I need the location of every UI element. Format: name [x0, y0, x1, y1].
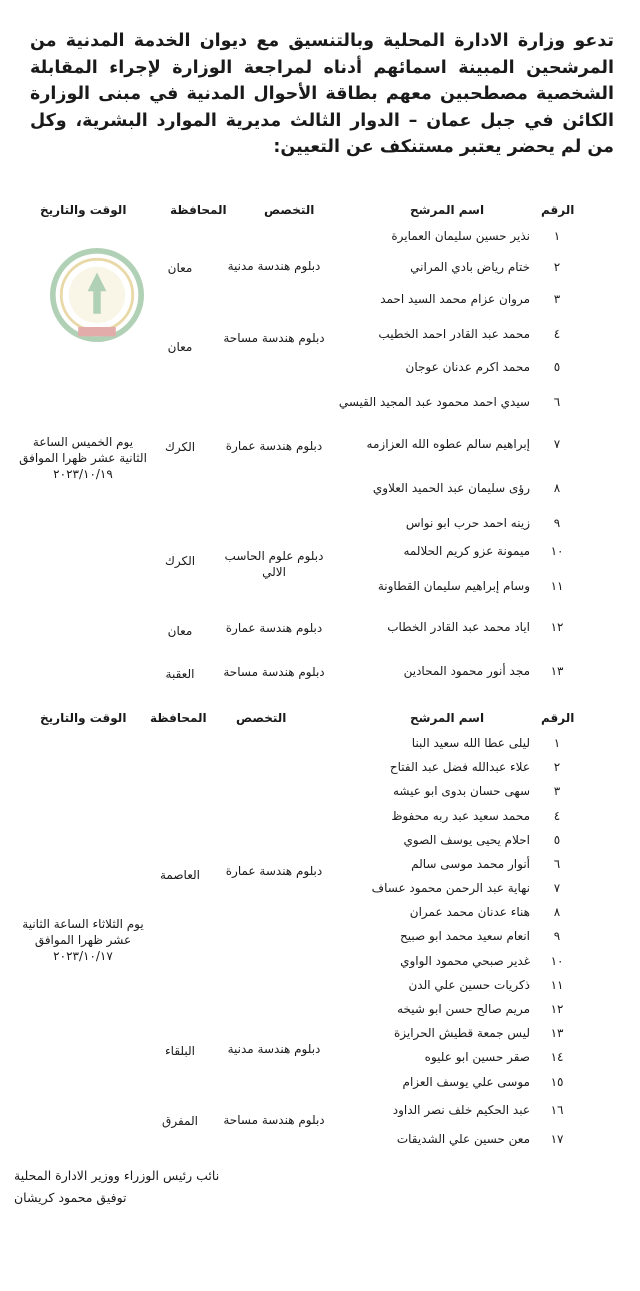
candidate-name: عبد الحكيم خلف نصر الداود [392, 1103, 530, 1117]
header-datetime: الوقت والتاريخ [40, 203, 127, 217]
candidate-name: علاء عبدالله فضل عبد الفتاح [389, 760, 530, 774]
row-number: ٩ [553, 516, 561, 530]
row-number: ١٠ [550, 954, 564, 968]
row-number: ١٣ [550, 664, 564, 678]
specialization: دبلوم هندسة مساحة [223, 1113, 325, 1127]
row-number: ٩ [553, 929, 561, 943]
row-number: ٢ [553, 260, 561, 274]
specialization: دبلوم هندسة مدنية [227, 259, 321, 273]
row-number: ١١ [550, 579, 564, 593]
row-number: ٧ [553, 881, 561, 895]
specialization: دبلوم هندسة مدنية [227, 1042, 321, 1056]
candidate-name: هناء عدنان محمد عمران [409, 905, 530, 919]
candidate-name: غدير صبحي محمود الواوي [400, 954, 530, 968]
civil-service-bureau-seal-icon [50, 248, 144, 342]
row-number: ٨ [553, 481, 561, 495]
specialization: دبلوم هندسة مساحة [223, 331, 325, 345]
candidate-name: مجد أنور محمود المحادين [403, 664, 530, 678]
header-num: الرقم [541, 203, 575, 217]
governorate: المفرق [162, 1114, 198, 1128]
header-datetime: الوقت والتاريخ [40, 711, 127, 725]
candidate-name: ذكريات حسين علي الدن [408, 978, 530, 992]
candidate-name: محمد عبد القادر احمد الخطيب [378, 327, 530, 341]
candidate-name: وسام إبراهيم سليمان القطاونة [377, 579, 530, 593]
header-spec: التخصص [264, 203, 315, 217]
governorate: العاصمة [160, 868, 200, 882]
candidate-name: ليس جمعة قطيش الحرايزة [393, 1026, 530, 1040]
interview-datetime: يوم الخميس الساعة الثانية عشر ظهرا الموافق ٢٠٢٣/١٠/١٩ [19, 435, 147, 481]
candidate-name: مريم صالح حسن ابو شيخه [397, 1002, 530, 1016]
governorate: الكرك [164, 554, 196, 568]
governorate: معان [167, 261, 193, 275]
candidate-name: سيدي احمد محمود عبد المجيد القيسي [338, 395, 530, 409]
row-number: ١٠ [550, 544, 564, 558]
row-number: ١٢ [550, 1002, 564, 1016]
header-name: اسم المرشح [410, 711, 485, 725]
signature-title: نائب رئيس الوزراء ووزير الادارة المحلية [14, 1168, 220, 1183]
candidate-name: زينه احمد حرب ابو نواس [405, 516, 530, 530]
row-number: ٥ [553, 360, 561, 374]
row-number: ٧ [553, 437, 561, 451]
governorate: معان [167, 340, 193, 354]
header-gov: المحافظة [150, 711, 207, 725]
intro-paragraph: تدعو وزارة الادارة المحلية وبالتنسيق مع ديوان الخدمة المدنية من المرشحين المبينة اسمائهم أدناه لمراجعة الوزارة لإجراء المقابلة الشخصية مصطحبين معهم بطاقة الأحوال المدنية في مبنى الوزارة الكائن في جبل عمان – الدوار الثالث مديرية الموارد البشرية، وكل من لم يحضر يعتبر مستنكف عن التعيين: [30, 31, 614, 158]
row-number: ٦ [553, 857, 561, 871]
candidate-name: احلام يحيى يوسف الصوي [403, 833, 530, 847]
signature-name: توفيق محمود كريشان [14, 1190, 127, 1205]
row-number: ١٢ [550, 620, 564, 634]
row-number: ١ [553, 229, 561, 243]
specialization: دبلوم هندسة عمارة [225, 439, 323, 453]
candidate-name: صقر حسين ابو عليوه [424, 1050, 530, 1064]
row-number: ١٣ [550, 1026, 564, 1040]
row-number: ٦ [553, 395, 561, 409]
row-number: ٢ [553, 760, 561, 774]
candidate-name: نهاية عبد الرحمن محمود عساف [371, 881, 530, 895]
row-number: ١١ [550, 978, 564, 992]
row-number: ٥ [553, 833, 561, 847]
governorate: معان [167, 624, 193, 638]
signature-block [14, 1165, 334, 1209]
row-number: ١٧ [550, 1132, 564, 1146]
candidate-name: أنوار محمد موسى سالم [411, 857, 530, 871]
header-gov: المحافظة [170, 203, 227, 217]
candidate-name: سهى حسان بدوى ابو عيشه [392, 784, 530, 798]
candidate-name: ميمونة عزو كريم الحلالمه [403, 544, 530, 558]
specialization: دبلوم علوم الحاسب الالي [224, 549, 324, 579]
specialization: دبلوم هندسة عمارة [225, 864, 323, 878]
header-name: اسم المرشح [410, 203, 485, 217]
header-num: الرقم [541, 711, 575, 725]
candidate-name: ختام رياض بادي المراني [410, 260, 530, 274]
row-number: ٤ [553, 809, 561, 823]
governorate: العقبة [165, 667, 195, 681]
row-number: ١٥ [550, 1075, 564, 1089]
candidate-name: محمد سعيد عبد ربه محفوظ [391, 809, 530, 823]
candidate-name: محمد اكرم عدنان عوجان [405, 360, 530, 374]
row-number: ١٤ [550, 1050, 564, 1064]
specialization: دبلوم هندسة مساحة [223, 665, 325, 679]
candidate-name: موسى علي يوسف العزام [402, 1075, 530, 1089]
specialization: دبلوم هندسة عمارة [225, 621, 323, 635]
candidate-name: إبراهيم سالم عطوه الله العزازمه [366, 437, 530, 451]
candidate-name: مروان عزام محمد السيد احمد [380, 292, 530, 306]
row-number: ٤ [553, 327, 561, 341]
row-number: ٣ [553, 292, 561, 306]
candidate-name: انعام سعيد محمد ابو صبيح [399, 929, 530, 943]
candidate-name: نذير حسين سليمان العمايرة [391, 229, 530, 243]
row-number: ١٦ [550, 1103, 564, 1117]
header-spec: التخصص [236, 711, 287, 725]
candidate-name: اياد محمد عبد القادر الخطاب [387, 620, 530, 634]
candidate-name: معن حسين علي الشديقات [396, 1132, 530, 1146]
candidate-name: رؤى سليمان عبد الحميد العلاوي [372, 481, 530, 495]
governorate: البلقاء [165, 1044, 195, 1058]
interview-datetime: يوم الثلاثاء الساعة الثانية عشر ظهرا الموافق ٢٠٢٣/١٠/١٧ [22, 917, 144, 963]
candidate-name: ليلى عطا الله سعيد البنا [411, 736, 530, 750]
governorate: الكرك [164, 440, 196, 454]
row-number: ١ [553, 736, 561, 750]
row-number: ٣ [553, 784, 561, 798]
row-number: ٨ [553, 905, 561, 919]
